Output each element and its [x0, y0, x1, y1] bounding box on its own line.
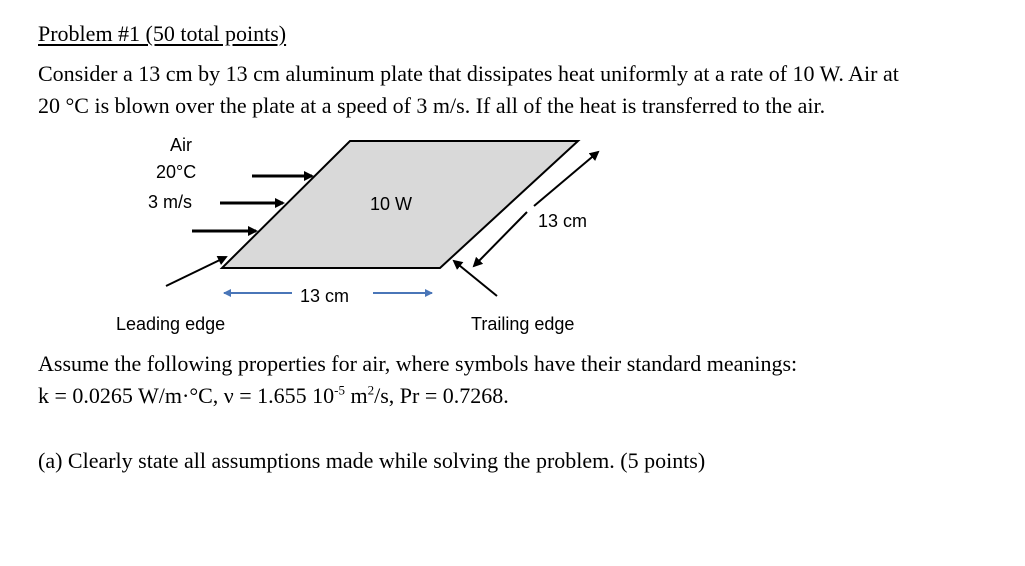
viscosity-unit: m	[345, 383, 368, 408]
part-a-question: (a) Clearly state all assumptions made while solving the problem. (5 points)	[38, 448, 706, 473]
leading-edge-pointer	[166, 257, 226, 286]
trailing-edge-label: Trailing edge	[471, 314, 575, 334]
properties-tail: /s, Pr = 0.7268.	[374, 383, 509, 408]
trailing-edge-pointer	[454, 261, 497, 296]
viscosity-exponent: -5	[334, 382, 345, 398]
properties-intro: Assume the following properties for air, where symbols have their standard meanings:	[38, 351, 798, 376]
air-label: Air	[170, 135, 192, 155]
air-temperature-label: 20°C	[156, 162, 197, 182]
air-speed-label: 3 m/s	[148, 192, 193, 212]
heat-rate-label: 10 W	[370, 194, 413, 214]
viscosity-unit-exponent: 2	[367, 382, 375, 398]
side-length-label: 13 cm	[538, 211, 588, 231]
width-label: 13 cm	[300, 286, 350, 306]
properties-text: k = 0.0265 W/m·°C, ν = 1.655 10	[38, 383, 335, 408]
leading-edge-label: Leading edge	[116, 314, 226, 334]
problem-statement-line-2: 20 °C is blown over the plate at a speed of 3 m/s. If all of the heat is transferred to the air.	[38, 93, 826, 118]
properties-values	[38, 380, 509, 412]
problem-title: Problem #1 (50 total points)	[38, 21, 287, 46]
problem-statement-line-1: Consider a 13 cm by 13 cm aluminum plate that dissipates heat uniformly at a rate of 10 W. Air at	[38, 61, 899, 86]
